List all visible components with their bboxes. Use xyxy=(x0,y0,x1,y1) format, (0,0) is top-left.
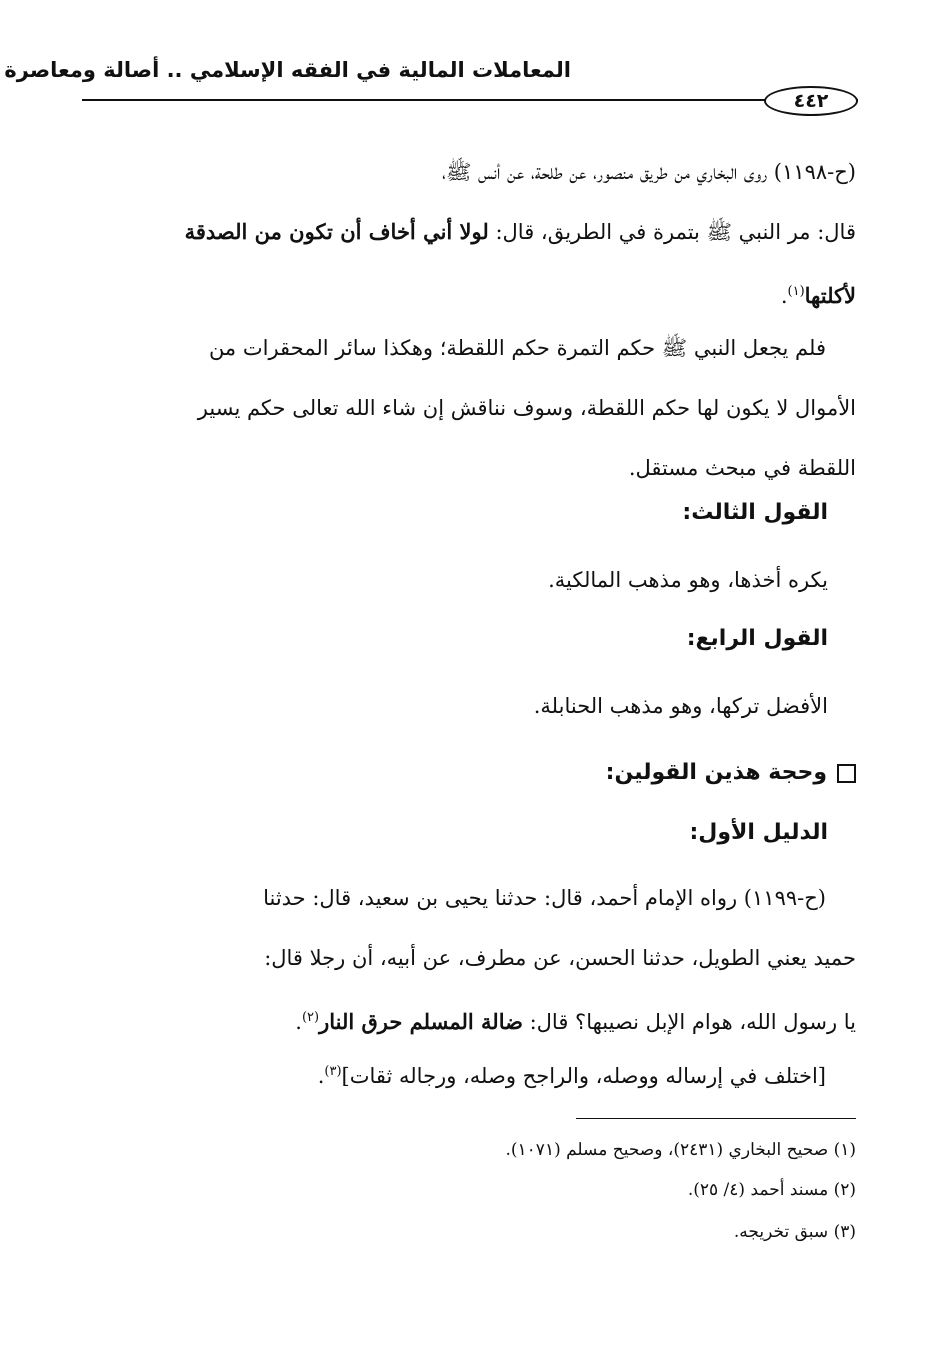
text-run: . xyxy=(317,1064,325,1088)
paragraph-line: (ح-١١٩٨) روى البخاري من طريق منصور، عن طلحة، عن أنس ﷺ، xyxy=(441,160,856,184)
footnote-3: (٣) سبق تخريجه. xyxy=(733,1222,856,1242)
text-run: [اختلف في إرساله ووصله، والراجح وصله، ورجاله ثقات] xyxy=(341,1064,826,1088)
footnote-ref: (١) xyxy=(787,284,805,299)
hadith-quote: ضالة المسلم حرق النار xyxy=(319,1009,523,1034)
section-heading xyxy=(606,760,856,785)
paragraph-line: الأموال لا يكون لها حكم اللقطة، وسوف نناقش إن شاء الله تعالى حكم يسير xyxy=(197,396,856,420)
fourth-opinion-heading: القول الرابع: xyxy=(686,626,828,651)
paragraph-line: اللقطة في مبحث مستقل. xyxy=(628,456,856,480)
paragraph-line: (ح-١١٩٩) رواه الإمام أحمد، قال: حدثنا يحيى بن سعيد، قال: حدثنا xyxy=(263,886,826,910)
footnote-ref: (٢) xyxy=(301,1010,320,1025)
third-opinion-heading: القول الثالث: xyxy=(682,500,828,525)
hadith-quote: لولا أني أخاف أن تكون من الصدقة xyxy=(184,219,489,244)
paragraph-line: حميد يعني الطويل، حدثنا الحسن، عن مطرف، عن أبيه، أن رجلا قال: xyxy=(264,946,856,970)
paragraph-line xyxy=(318,1042,826,1106)
section-heading-text: وحجة هذين القولين: xyxy=(605,760,827,785)
header-rule xyxy=(82,99,858,101)
first-evidence-heading: الدليل الأول: xyxy=(689,820,828,845)
text-run: يا رسول الله، هوام الإبل نصيبها؟ قال: xyxy=(522,1010,856,1034)
text-run: . xyxy=(295,1010,302,1034)
hadith-quote: لأكلتها xyxy=(804,283,856,308)
checkbox-square-icon xyxy=(837,764,856,783)
paragraph-line: يكره أخذها، وهو مذهب المالكية. xyxy=(548,568,828,592)
footnote-1: (١) صحيح البخاري (٢٤٣١)، وصحيح مسلم (١٠٧١). xyxy=(505,1140,856,1160)
footnote-ref: (٣) xyxy=(324,1064,342,1079)
footnote-rule xyxy=(576,1118,856,1119)
text-run: قال: مر النبي ﷺ بتمرة في الطريق، قال: xyxy=(488,220,856,244)
footnote-2: (٢) مسند أحمد (٤/ ٢٥). xyxy=(687,1180,856,1200)
paragraph-line: الأفضل تركها، وهو مذهب الحنابلة. xyxy=(533,694,828,718)
text-run: . xyxy=(780,284,788,308)
paragraph-line xyxy=(781,262,856,326)
page-number: ٤٤٢ xyxy=(764,86,858,116)
paragraph-line xyxy=(185,202,856,262)
running-header-title: المعاملات المالية في الفقه الإسلامي .. أصالة ومعاصرة xyxy=(4,58,571,82)
paragraph-line: فلم يجعل النبي ﷺ حكم التمرة حكم اللقطة؛ وهكذا سائر المحقرات من xyxy=(208,336,826,360)
